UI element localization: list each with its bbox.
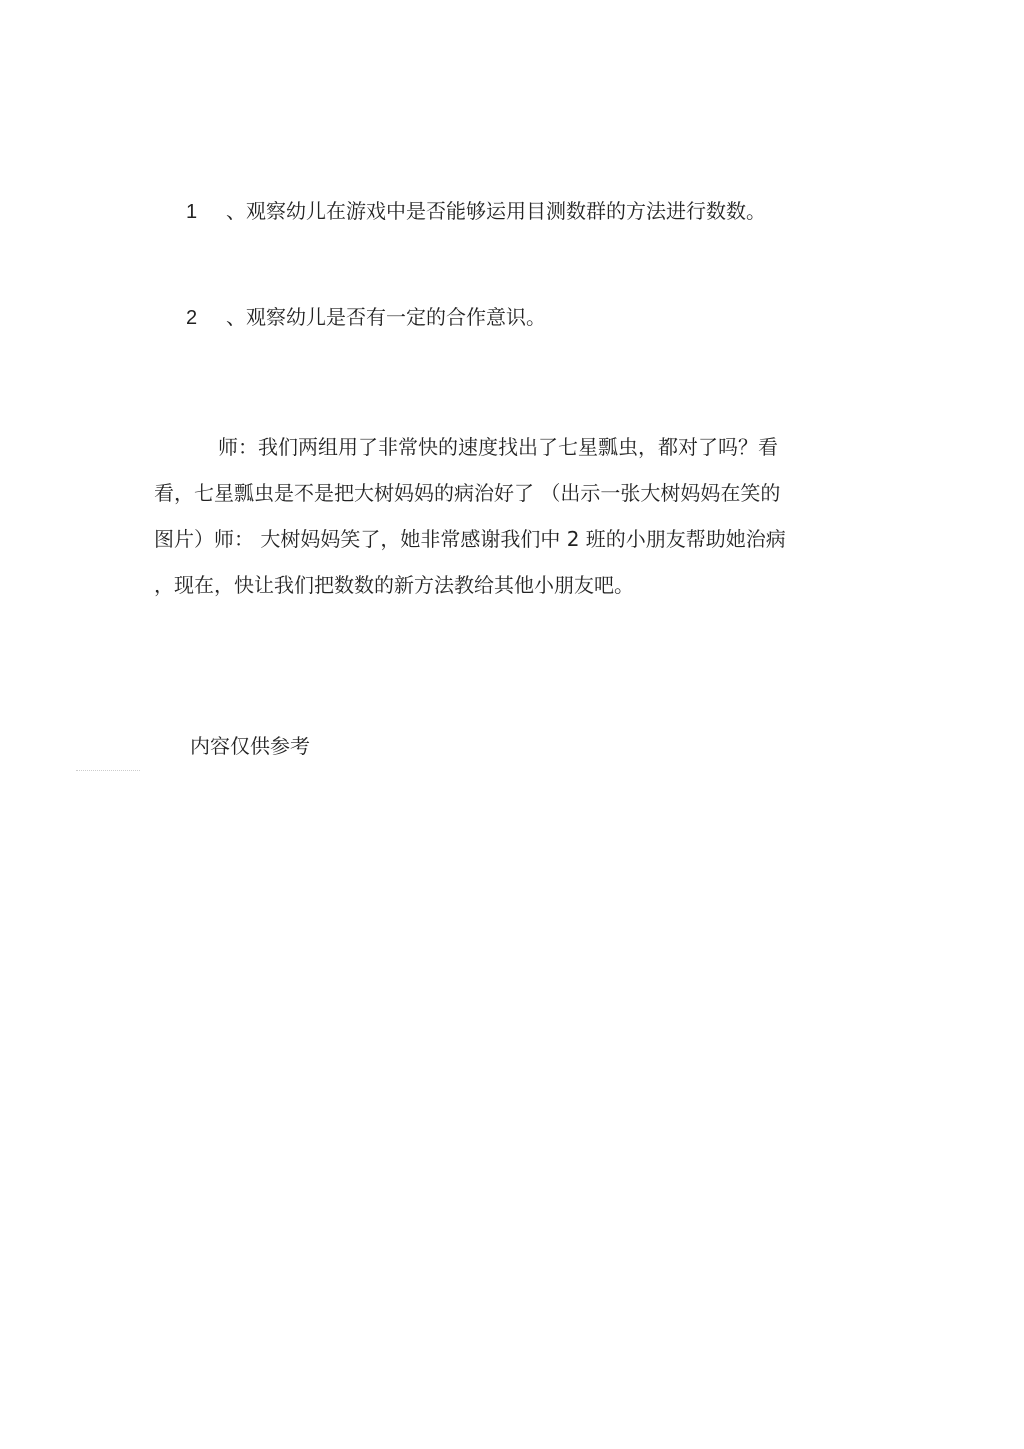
item-number: 1 (186, 201, 198, 223)
scan-artifact (76, 770, 140, 774)
list-item (186, 199, 766, 224)
item-number: 2 (186, 307, 198, 329)
list-item (186, 305, 546, 330)
paragraph-line: 看，七星瓢虫是不是把大树妈妈的病治好了 （出示一张大树妈妈在笑的 (154, 481, 781, 505)
body-paragraph (154, 424, 874, 608)
paragraph-line: ，现在，快让我们把数数的新方法教给其他小朋友吧。 (154, 573, 634, 597)
paragraph-line: 师：我们两组用了非常快的速度找出了七星瓢虫，都对了吗？看 (218, 435, 778, 459)
paragraph-line: 图片）师： 大树妈妈笑了，她非常感谢我们中 2 班的小朋友帮助她治病 (154, 527, 786, 551)
reference-note: 内容仅供参考 (190, 734, 310, 758)
item-text: 、观察幼儿在游戏中是否能够运用目测数群的方法进行数数。 (226, 199, 766, 223)
item-text: 、观察幼儿是否有一定的合作意识。 (226, 305, 546, 329)
